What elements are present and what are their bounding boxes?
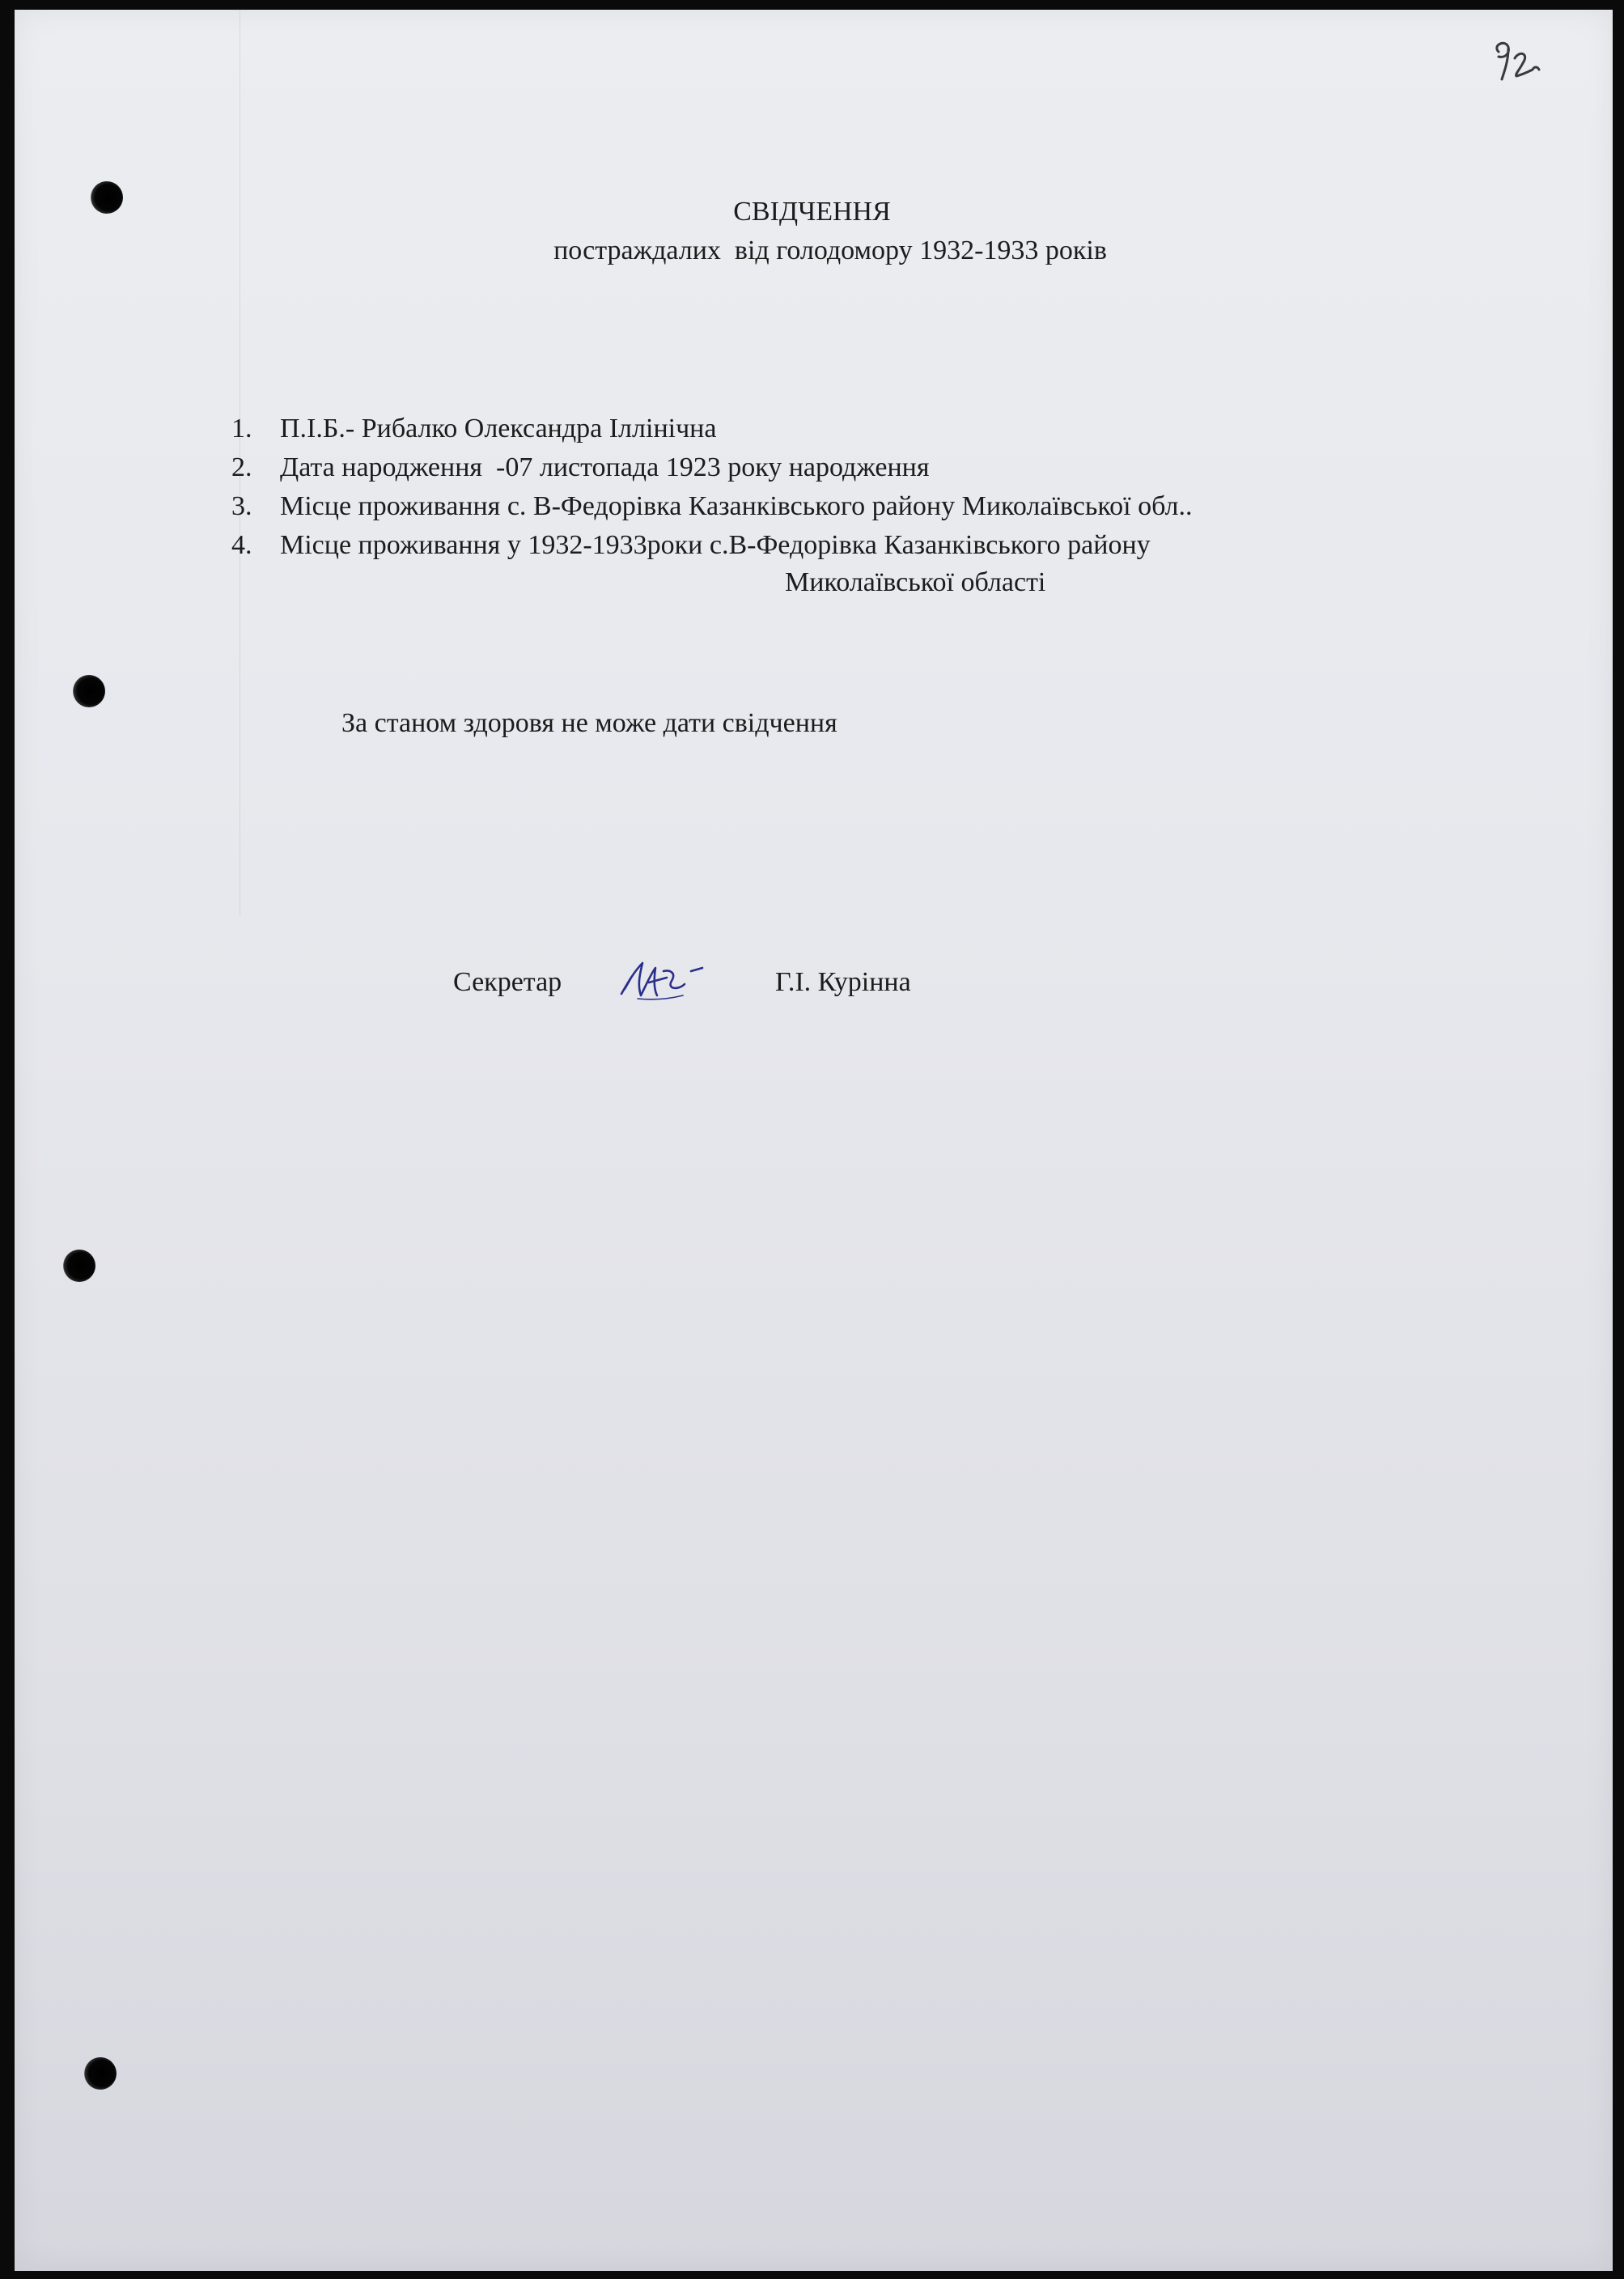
list-item-4-continuation: Миколаївської області bbox=[785, 567, 1046, 597]
signature-role: Секретар bbox=[453, 967, 562, 997]
handwritten-page-number bbox=[1487, 34, 1544, 91]
list-item-2 bbox=[231, 452, 930, 484]
paper-sheet bbox=[15, 10, 1613, 2271]
document-subtitle: постраждалих від голодомору 1932-1933 років bbox=[553, 236, 1107, 265]
list-number: 1. bbox=[231, 414, 252, 443]
list-item-1 bbox=[231, 413, 716, 445]
list-number: 2. bbox=[231, 452, 252, 482]
list-item-4 bbox=[231, 529, 1151, 562]
list-item-text: П.І.Б.- Рибалко Олександра Іллінічна bbox=[280, 414, 717, 443]
punch-hole-2 bbox=[73, 675, 105, 707]
handwritten-signature bbox=[613, 953, 727, 1010]
punch-hole-3 bbox=[63, 1250, 95, 1282]
punch-hole-4 bbox=[84, 2057, 117, 2090]
list-item-3 bbox=[231, 490, 1193, 523]
list-item-text: Дата народження -07 листопада 1923 року народження bbox=[280, 452, 930, 482]
list-number: 3. bbox=[231, 491, 252, 521]
signatory-name: Г.І. Курінна bbox=[775, 967, 911, 997]
list-item-text: Місце проживання с. В-Федорівка Казанківського району Миколаївської обл.. bbox=[280, 491, 1193, 521]
health-statement: За станом здоровя не може дати свідчення bbox=[341, 708, 837, 738]
document-title: СВІДЧЕННЯ bbox=[733, 197, 891, 227]
list-item-text: Місце проживання у 1932-1933роки с.В-Федорівка Казанківського району bbox=[280, 530, 1151, 560]
list-number: 4. bbox=[231, 530, 252, 560]
